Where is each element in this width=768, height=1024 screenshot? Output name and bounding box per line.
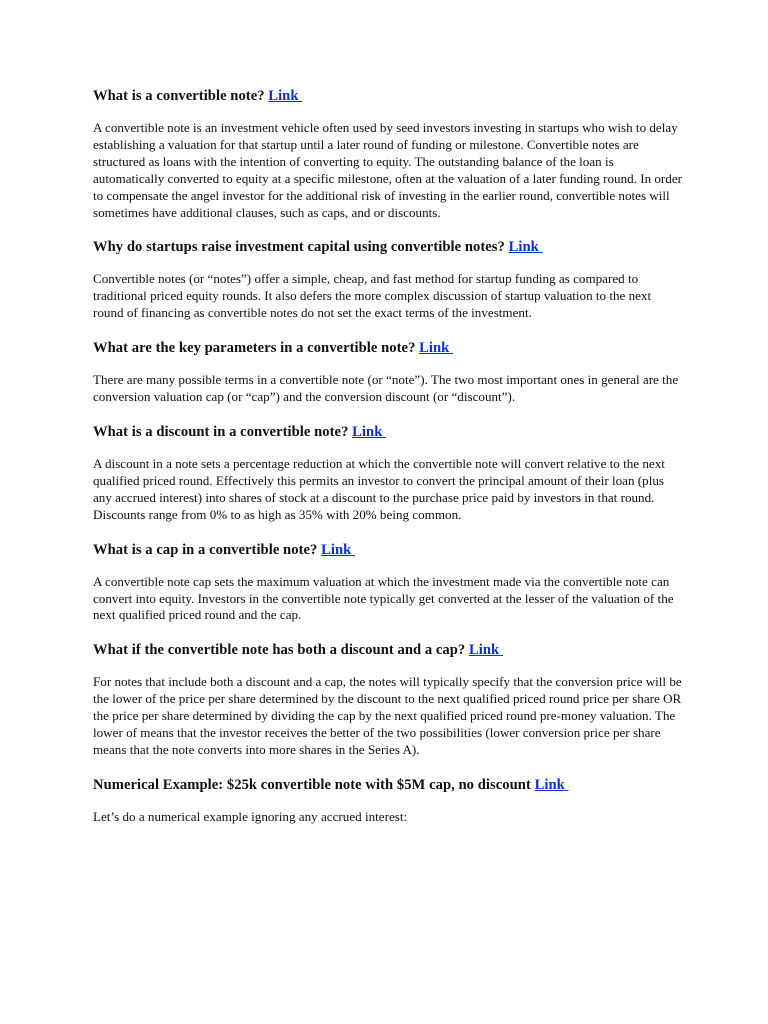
section-heading (93, 237, 683, 257)
section-link[interactable]: Link (534, 776, 565, 793)
section-paragraph: Let’s do a numerical example ignoring any accrued interest: (93, 808, 408, 824)
section-paragraph: A discount in a note sets a percentage reduction at which the convertible note will convert relative to the next qualified priced round. Effectively this permits an investor to convert the principal amount of their loan (plus any accrued interest) into shares of stock at a discount to the purchase price paid by investors in that round. Discounts range from 0% to as high as 35% with 20% being common. (93, 455, 665, 522)
section-link[interactable]: Link (508, 239, 539, 256)
section-link[interactable]: Link (321, 541, 352, 558)
section-paragraph: Convertible notes (or “notes”) offer a simple, cheap, and fast method for startup funding as compared to traditional priced equity rounds. It also defers the more complex discussion of startup valuation to the next round of financing as convertible notes do not set the exact terms of the investment. (93, 271, 652, 321)
heading-text: What is a discount in a convertible note? (93, 423, 349, 440)
section-link[interactable]: Link (268, 88, 299, 104)
section-heading (93, 640, 683, 660)
section-discount (93, 422, 683, 524)
section-link[interactable]: Link (352, 423, 383, 440)
section-heading (93, 540, 683, 560)
heading-text: Numerical Example: $25k convertible note with $5M cap, no discount (93, 776, 531, 793)
section-discount-and-cap (93, 640, 683, 759)
heading-text: Why do startups raise investment capital using convertible notes? (93, 239, 505, 256)
section-cap (93, 540, 683, 625)
heading-text: What are the key parameters in a convertible note? (93, 340, 416, 357)
section-paragraph: A convertible note is an investment vehicle often used by seed investors investing in startups who wish to delay establishing a valuation for that startup until a later round of funding or milestone. Convertible notes are structured as loans with the intention of converting to equity. The outstanding balance of the loan is automatically converted to equity at a specific milestone, often at the valuation of a later funding round. In order to compensate the angel investor for the additional risk of investing in the earlier round, convertible notes will sometimes have additional clauses, such as caps, and or discounts. (93, 120, 683, 220)
section-numerical-example (93, 775, 683, 826)
heading-text: What is a cap in a convertible note? (93, 541, 318, 558)
section-heading (93, 775, 683, 795)
heading-text: What is a convertible note? (93, 88, 265, 104)
section-heading (93, 338, 683, 358)
section-link[interactable]: Link (469, 642, 500, 659)
section-link[interactable]: Link (419, 340, 450, 357)
section-what-is-convertible-note (93, 86, 683, 221)
section-heading (93, 422, 683, 442)
section-paragraph: There are many possible terms in a convertible note (or “note”). The two most important ones in general are the conversion valuation cap (or “cap”) and the conversion discount (or “discount”). (93, 372, 679, 405)
section-why-convertible-notes (93, 237, 683, 322)
heading-text: What if the convertible note has both a discount and a cap? (93, 642, 466, 659)
document-body (93, 86, 683, 826)
section-key-parameters (93, 338, 683, 406)
section-heading (93, 86, 683, 106)
section-paragraph: For notes that include both a discount and a cap, the notes will typically specify that the conversion price will be the lower of the price per share determined by the discount to the next qualified priced round price per share OR the price per share determined by dividing the cap by the next qualified priced round pre-money valuation. The lower of means that the investor receives the better of the two possibilities (lower conversion price per share means that the note converts into more shares in the Series A). (93, 674, 682, 757)
section-paragraph: A convertible note cap sets the maximum valuation at which the investment made via the convertible note can convert into equity. Investors in the convertible note typically get converted at the lesser of the valuation of the next qualified priced round and the cap. (93, 573, 674, 623)
